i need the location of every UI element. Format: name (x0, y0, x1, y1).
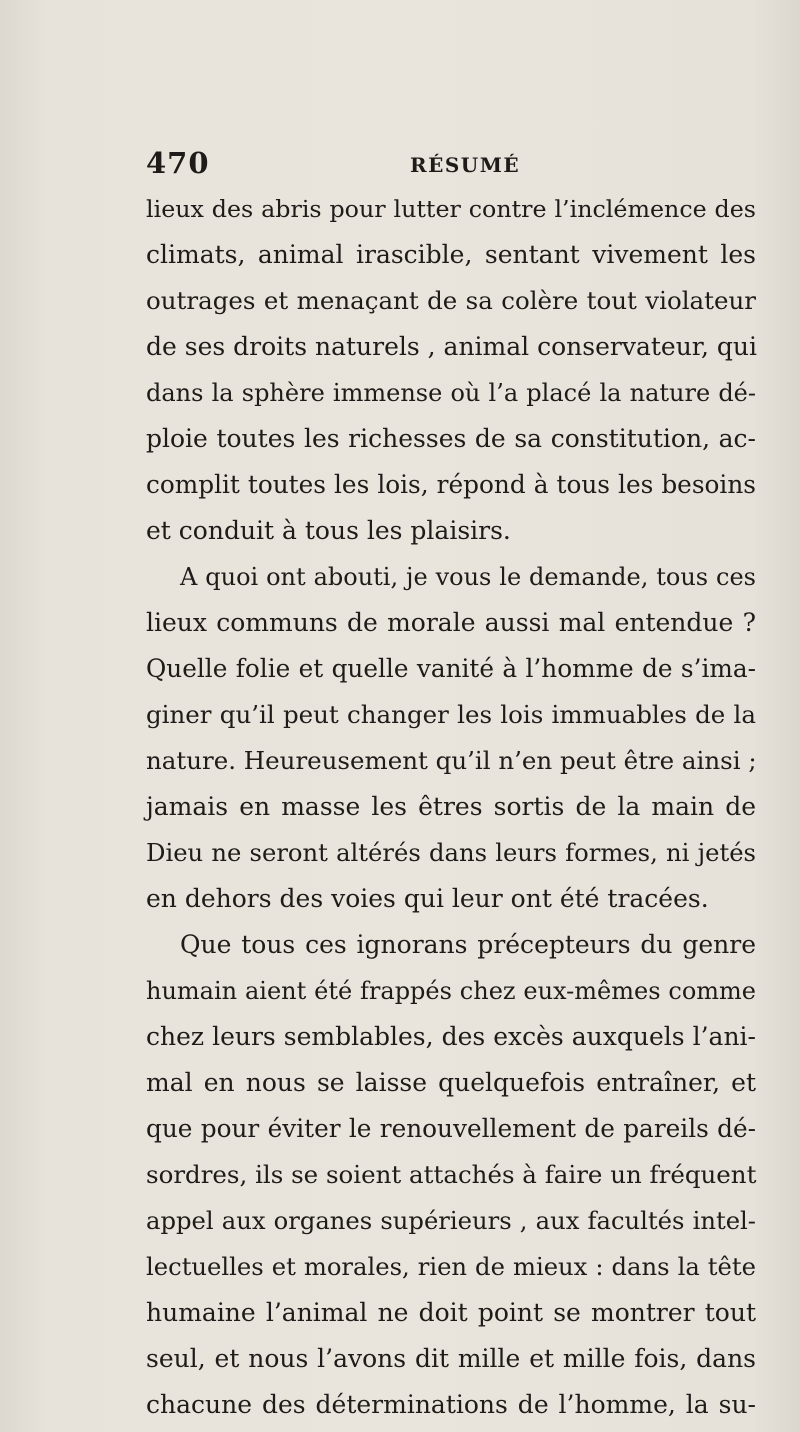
running-title: RÉSUMÉ (410, 153, 521, 177)
text-line: outrages et menaçant de sa colère tout violateur (146, 286, 756, 315)
text-line: Quelle folie et quelle vanité à l’homme de s’ima- (146, 654, 756, 683)
text-line: jamais en masse les êtres sortis de la main de (146, 792, 756, 821)
text-line: giner qu’il peut changer les lois immuables de la (146, 700, 756, 729)
text-line: climats, animal irascible, sentant vivement les (146, 240, 756, 269)
text-line: que pour éviter le renouvellement de pareils dé- (146, 1114, 756, 1143)
text-line: sordres, ils se soient attachés à faire un fréquent (146, 1160, 757, 1189)
text-line: dans la sphère immense où l’a placé la nature dé- (146, 379, 756, 407)
paragraph-start-line: Que tous ces ignorans précepteurs du genre (180, 930, 756, 959)
text-line: lieux des abris pour lutter contre l’inclémence des (146, 195, 756, 223)
paragraph-end-line: en dehors des voies qui leur ont été tracées. (146, 884, 709, 913)
text-line: nature. Heureusement qu’il n’en peut être ainsi ; (146, 746, 757, 775)
text-line: appel aux organes supérieurs , aux facultés intel- (146, 1206, 756, 1235)
text-line: mal en nous se laisse quelquefois entraîner, et (146, 1068, 756, 1097)
body-text (146, 186, 756, 1428)
text-line: complit toutes les lois, répond à tous les besoins (146, 470, 756, 499)
text-line: lieux communs de morale aussi mal entendue ? (146, 608, 756, 637)
text-line: humain aient été frappés chez eux-mêmes comme (146, 977, 756, 1005)
page-header (146, 146, 754, 186)
text-line: chacune des déterminations de l’homme, la su- (146, 1390, 756, 1419)
text-line: de ses droits naturels , animal conservateur, qui (146, 332, 757, 361)
text-line: chez leurs semblables, des excès auxquels l’ani- (146, 1022, 756, 1051)
page-number: 470 (146, 146, 210, 180)
text-line: seul, et nous l’avons dit mille et mille fois, dans (146, 1344, 756, 1373)
text-line: humaine l’animal ne doit point se montrer tout (146, 1298, 756, 1327)
text-line: lectuelles et morales, rien de mieux : dans la tête (146, 1252, 756, 1281)
text-line: ploie toutes les richesses de sa constitution, ac- (146, 424, 756, 453)
paragraph-start-line: A quoi ont abouti, je vous le demande, tous ces (180, 563, 756, 591)
text-line: Dieu ne seront altérés dans leurs formes, ni jetés (146, 838, 756, 867)
paragraph-end-line: et conduit à tous les plaisirs. (146, 516, 511, 545)
